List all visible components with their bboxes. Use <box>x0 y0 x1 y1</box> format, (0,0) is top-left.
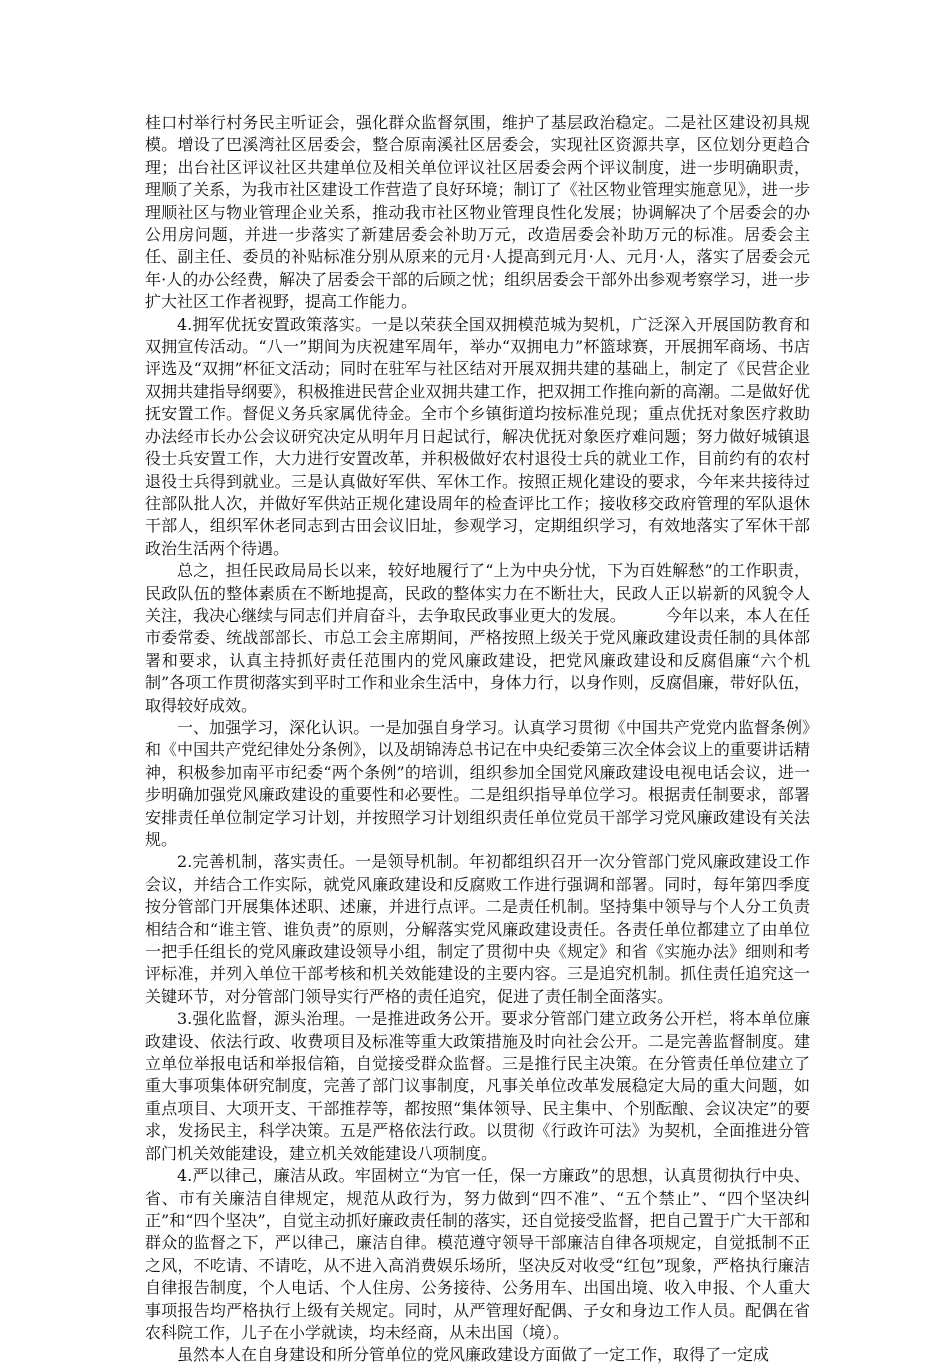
paragraph-supervision: 3.强化监督，源头治理。一是推进政务公开。要求分管部门建立政务公开栏，将本单位廉政建设、依法行政、收费项目及标准等重大政策措施及时向社会公开。二是完善监督制度。建立单位举报电话和举报信箱，自觉接受群众监督。三是推行民主决策。在分管责任单位建立了重大事项集体研究制度，完善了部门议事制度，凡事关单位改革发展稳定大局的重大问题，如重点项目、大项开支、干部推荐等，都按照“集体领导、民主集中、个别酝酿、会议决定”的要求，发扬民主，科学决策。五是严格依法行政。以贯彻《行政许可法》为契机，全面推进分管部门机关效能建设，建立机关效能建设八项制度。 <box>145 1009 810 1163</box>
paragraph-summary: 总之，担任民政局局长以来，较好地履行了“上为中央分忧，下为百姓解愁”的工作职责，民政队伍的整体素质在不断地提高，民政的整体实力在不断壮大，民政人正以崭新的风貌令人关注，我决心继续与同志们并肩奋斗，去争取民政事业更大的发展。 今年以来，本人在任市委常委、统战部部长、市总工会主席期间，严格按照上级关于党风廉政建设责任制的具体部署和要求，认真主持抓好责任范围内的党风廉政建设，把党风廉政建设和反腐倡廉“六个机制”各项工作贯彻落实到平时工作和业余生活中，身体力行，以身作则，反腐倡廉，带好队伍，取得较好成效。 <box>145 561 810 715</box>
paragraph-conclusion-start: 虽然本人在自身建设和所分管单位的党风廉政建设方面做了一定工作，取得了一定成 <box>177 1345 770 1365</box>
paragraph-study: 一、加强学习，深化认识。一是加强自身学习。认真学习贯彻《中国共产党党内监督条例》和《中国共产党纪律处分条例》，以及胡锦涛总书记在中央纪委第三次全体会议上的重要讲话精神，积极参加南平市纪委“两个条例”的培训，组织参加全国党风廉政建设电视电话会议，进一步明确加强党风廉政建设的重要性和必要性。二是组织指导单位学习。根据责任制要求，部署安排责任单位制定学习计划，并按照学习计划组织责任单位党员干部学习党风廉政建设有关法规。 <box>145 717 810 849</box>
paragraph-community-building: 桂口村举行村务民主听证会，强化群众监督氛围，维护了基层政治稳定。二是社区建设初具规模。增设了巴溪湾社区居委会，整合原南溪社区居委会，实现社区资源共享，区位划分更趋合理；出台社区评议社区共建单位及相关单位评议社区居委会两个评议制度，进一步明确职责，理顺了关系，为我市社区建设工作营造了良好环境；制订了《社区物业管理实施意见》，进一步理顺社区与物业管理企业关系，推动我市社区物业管理良性化发展；协调解决了个居委会的办公用房问题，并进一步落实了新建居委会补助万元，改造居委会补助万元的标准。居委会主任、副主任、委员的补贴标准分别从原来的元月·人提高到元月·人、元月·人，落实了居委会元年·人的办公经费，解决了居委会干部的后顾之忧；组织居委会干部外出参观考察学习，进一步扩大社区工作者视野，提高工作能力。 <box>145 113 810 312</box>
paragraph-army-support: 4.拥军优抚安置政策落实。一是以荣获全国双拥模范城为契机，广泛深入开展国防教育和双拥宣传活动。“八一”期间为庆祝建军周年，举办“双拥电力”杯篮球赛，开展拥军商场、书店评选及“双拥”杯征文活动；同时在驻军与社区结对开展双拥共建的基础上，制定了《民营企业双拥共建指导纲要》，积极推进民营企业双拥共建工作，把双拥工作推向新的高潮。二是做好优抚安置工作。督促义务兵家属优待金。全市个乡镇街道均按标准兑现；重点优抚对象医疗救助办法经市长办公会议研究决定从明年月日起试行，解决优抚对象医疗难问题；努力做好城镇退役士兵安置工作，大力进行安置改革，并积极做好农村退役士兵的就业工作，目前约有的农村退役士兵得到就业。三是认真做好军供、军休工作。按照正规化建设的要求，今年来共接待过往部队批人次，并做好军供站正规化建设周年的检查评比工作；接收移交政府管理的军队退休干部人，组织军休老同志到古田会议旧址，参观学习，定期组织学习，有效地落实了军休干部政治生活两个待遇。 <box>145 314 810 558</box>
paragraph-mechanism: 2.完善机制，落实责任。一是领导机制。年初都组织召开一次分管部门党风廉政建设工作会议，并结合工作实际，就党风廉政建设和反腐败工作进行强调和部署。同时，每年第四季度按分管部门开展集体述职、述廉，并进行点评。二是责任机制。坚持集中领导与个人分工负责相结合和“谁主管、谁负责”的原则，分解落实党风廉政建设责任。各责任单位都建立了由单位一把手任组长的党风廉政建设领导小组，制定了贯彻中央《规定》和省《实施办法》细则和考评标准，并列入单位干部考核和机关效能建设的主要内容。三是追究机制。抓住责任追究这一关键环节，对分管部门领导实行严格的责任追究，促进了责任制全面落实。 <box>145 852 810 1006</box>
paragraph-self-discipline: 4.严以律己，廉洁从政。牢固树立“为官一任，保一方廉政”的思想，认真贯彻执行中央、省、市有关廉洁自律规定，规范从政行为，努力做到“四不准”、“五个禁止”、“四个坚决纠正”和“四个坚决”，自觉主动抓好廉政责任制的落实，还自觉接受监督，把自己置于广大干部和群众的监督之下，严以律己，廉洁自律。模范遵守领导干部廉洁自律各项规定，自觉抵制不正之风，不吃请、不请吃，从不进入高消费娱乐场所，坚决反对收受“红包”现象，严格执行廉洁自律报告制度，个人电话、个人住房、公务接待、公务用车、出国出境、收入申报、个人重大事项报告均严格执行上级有关规定。同时，从严管理好配偶、子女和身边工作人员。配偶在省农科院工作，儿子在小学就读，均未经商，从未出国（境）。 <box>145 1166 810 1342</box>
document-body <box>145 112 810 1367</box>
